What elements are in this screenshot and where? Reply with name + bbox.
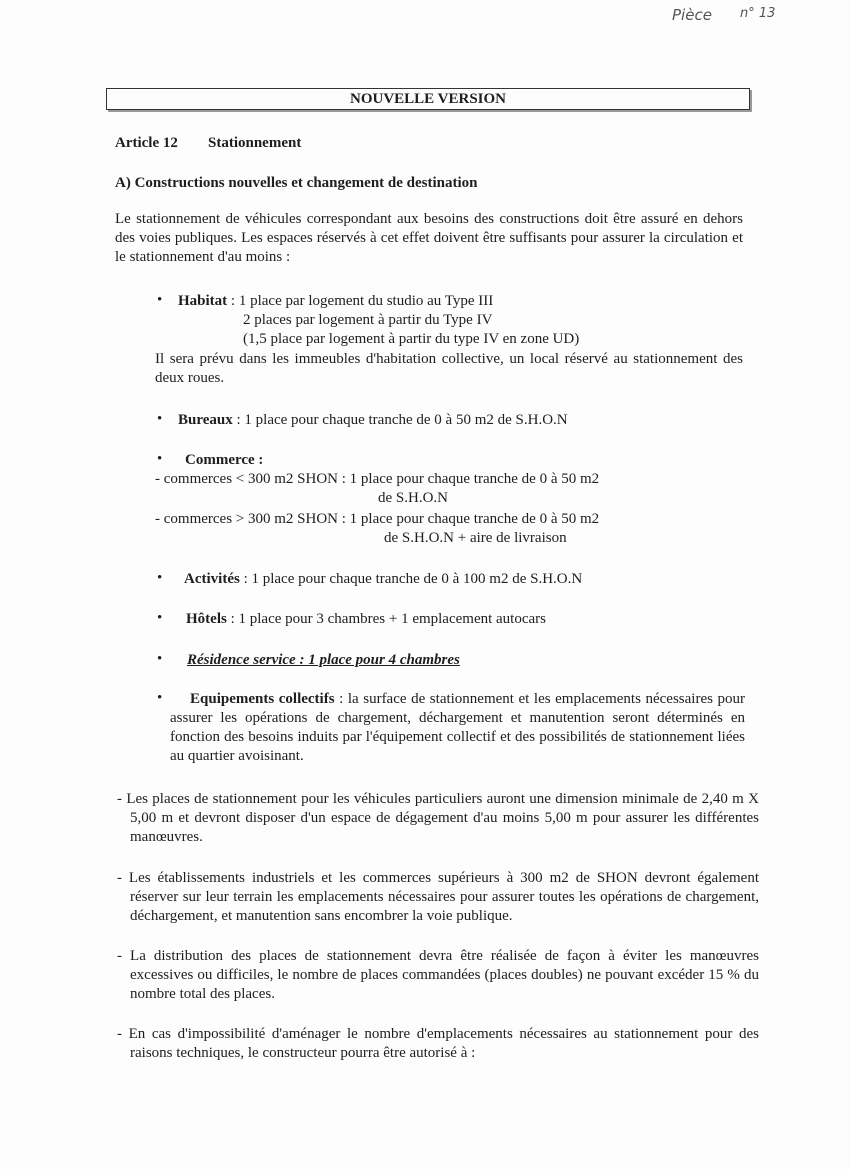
paragraph-dimensions: - Les places de stationnement pour les véhicules particuliers auront une dimension minimale de 2,40 m X 5,00 m et devront disposer d'un espace de dégagement d'au moins 5,00 m pour assurer les différentes manœuvres. [117,791,759,845]
commerce-line-3: - commerces > 300 m2 SHON : 1 place pour chaque tranche de 0 à 50 m2 [155,511,600,527]
version-banner: NOUVELLE VERSION [106,88,750,110]
article-title: Stationnement [208,135,302,151]
hotels-text: : 1 place pour 3 chambres + 1 emplacement autocars [226,611,546,627]
bullet-icon: • [157,651,163,667]
paragraph-distribution: - La distribution des places de stationnement devra être réalisée de façon à éviter les manœuvres excessives ou difficiles, le nombre de places commandées (places doubles) ne pouvant excéder 15 % du nombre total des places. [117,948,759,1002]
activites-text: : 1 place pour chaque tranche de 0 à 100 m2 de S.H.O.N [239,571,583,587]
activites-label: Activités [184,571,240,587]
hotels-line [186,610,546,628]
equipements-paragraph [170,690,745,766]
commerce-line-2: de S.H.O.N [378,490,448,506]
intro-paragraph: Le stationnement de véhicules correspondant aux besoins des constructions doit être assuré en dehors des voies publiques. Les espaces réservés à cet effet doivent être suffisants pour assurer la circulation et le stationnement d'au moins : [115,211,743,265]
bullet-icon: • [157,292,163,308]
equipements-label: Equipements collectifs [190,691,335,707]
activites-line [184,570,582,588]
section-a-heading: A) Constructions nouvelles et changement de destination [115,175,478,191]
residence-service-line: Résidence service : 1 place pour 4 chambres [187,652,460,668]
bullet-icon: • [157,690,163,706]
habitat-label: Habitat [178,293,228,309]
commerce-label: Commerce : [185,452,264,468]
article-number: Article 12 [115,135,178,151]
handwritten-piece-label: Pièce [672,6,712,24]
commerce-line-1: - commerces < 300 m2 SHON : 1 place pour chaque tranche de 0 à 50 m2 [155,471,600,487]
hotels-label: Hôtels [186,611,227,627]
habitat-text-1: : 1 place par logement du studio au Type III [227,293,494,309]
habitat-line-1 [178,292,493,310]
habitat-line-3: (1,5 place par logement à partir du type IV en zone UD) [243,331,580,347]
paragraph-impossibility: - En cas d'impossibilité d'aménager le nombre d'emplacements nécessaires au stationnement pour des raisons techniques, le constructeur pourra être autorisé à : [117,1026,759,1061]
handwritten-piece-number: n° 13 [740,6,776,21]
bullet-icon: • [157,451,163,467]
equipements-text: : la surface de stationnement et les emplacements nécessaires pour assurer les opérations de chargement, déchargement et manutention seront déterminés en fonction des besoins induits par l'équipement collectif et des possibilités de stationnement liées au quartier avoisinant. [170,691,746,764]
commerce-line-4: de S.H.O.N + aire de livraison [384,530,567,546]
habitat-line-2: 2 places par logement à partir du Type IV [243,312,493,328]
habitat-note: Il sera prévu dans les immeubles d'habitation collective, un local réservé au stationnement des deux roues. [155,351,743,386]
bullet-icon: • [157,411,163,427]
bureaux-line [178,411,568,429]
bureaux-label: Bureaux [178,412,233,428]
paragraph-industrial: - Les établissements industriels et les commerces supérieurs à 300 m2 de SHON devront également réserver sur leur terrain les emplacements nécessaires pour assurer toutes les opérations de chargement, déchargement, et manutention sans encombrer la voie publique. [117,870,759,924]
bureaux-text: : 1 place pour chaque tranche de 0 à 50 m2 de S.H.O.N [232,412,568,428]
bullet-icon: • [157,570,163,586]
bullet-icon: • [157,610,163,626]
